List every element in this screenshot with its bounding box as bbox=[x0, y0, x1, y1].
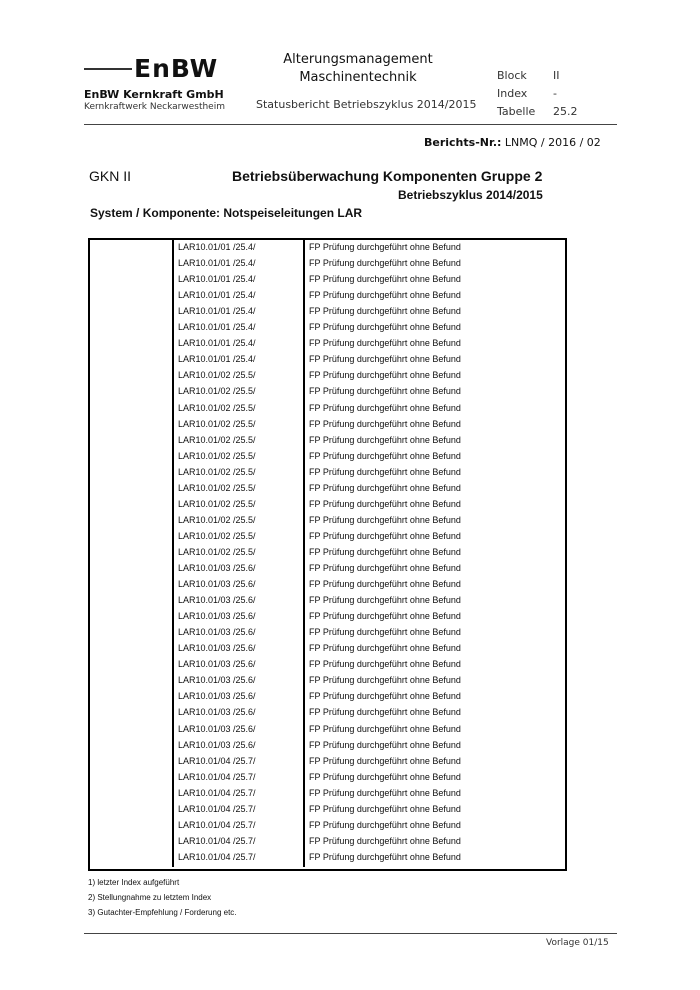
component-id-cell: LAR10.01/02 /25.5/ bbox=[178, 402, 256, 413]
table-row bbox=[0, 656, 700, 672]
inspection-result-cell: FP Prüfung durchgeführt ohne Befund bbox=[309, 546, 461, 557]
component-id-cell: LAR10.01/04 /25.7/ bbox=[178, 755, 256, 766]
inspection-result-cell: FP Prüfung durchgeführt ohne Befund bbox=[309, 563, 461, 573]
inspection-result-cell: FP Prüfung durchgeführt ohne Befund bbox=[309, 418, 461, 429]
component-id-cell: LAR10.01/03 /25.6/ bbox=[178, 627, 256, 638]
component-id-cell: LAR10.01/02 /25.5/ bbox=[178, 418, 256, 429]
table-row bbox=[0, 688, 700, 704]
table-row bbox=[0, 704, 700, 720]
table-row bbox=[0, 319, 700, 335]
component-id-cell: LAR10.01/02 /25.5/ bbox=[178, 482, 256, 493]
component-id-cell: LAR10.01/03 /25.6/ bbox=[178, 739, 256, 750]
meta-value-block: II bbox=[553, 69, 560, 82]
table-row bbox=[0, 672, 700, 688]
component-id-cell: LAR10.01/01 /25.4/ bbox=[178, 322, 256, 333]
component-id-cell: LAR10.01/02 /25.5/ bbox=[178, 450, 256, 461]
component-id-cell: LAR10.01/01 /25.4/ bbox=[178, 290, 256, 301]
inspection-result-cell: FP Prüfung durchgeführt ohne Befund bbox=[309, 835, 461, 846]
table-row bbox=[0, 817, 700, 833]
enbw-logo: EnBW bbox=[134, 54, 219, 83]
component-id-cell: LAR10.01/03 /25.6/ bbox=[178, 691, 256, 702]
meta-value-index: - bbox=[553, 87, 557, 100]
inspection-result-cell: FP Prüfung durchgeführt ohne Befund bbox=[309, 450, 461, 461]
component-id-cell: LAR10.01/01 /25.4/ bbox=[178, 242, 256, 252]
table-row bbox=[0, 287, 700, 303]
component-id-cell: LAR10.01/03 /25.6/ bbox=[178, 579, 256, 590]
table-row bbox=[0, 255, 700, 271]
component-id-cell: LAR10.01/03 /25.6/ bbox=[178, 659, 256, 670]
meta-label-block: Block bbox=[497, 69, 527, 82]
component-id-cell: LAR10.01/01 /25.4/ bbox=[178, 338, 256, 349]
table-row bbox=[0, 367, 700, 383]
component-id-cell: LAR10.01/02 /25.5/ bbox=[178, 466, 256, 477]
table-row bbox=[0, 560, 700, 576]
table-row bbox=[0, 608, 700, 624]
inspection-result-cell: FP Prüfung durchgeführt ohne Befund bbox=[309, 466, 461, 477]
table-row bbox=[0, 801, 700, 817]
component-id-cell: LAR10.01/03 /25.6/ bbox=[178, 595, 256, 606]
inspection-result-cell: FP Prüfung durchgeführt ohne Befund bbox=[309, 402, 461, 413]
document-title-line1: Alterungsmanagement bbox=[283, 52, 433, 67]
inspection-result-cell: FP Prüfung durchgeführt ohne Befund bbox=[309, 691, 461, 702]
footnote-2: 2) Stellungnahme zu letztem Index bbox=[88, 893, 212, 902]
unit-label: GKN II bbox=[89, 168, 132, 184]
inspection-result-cell: FP Prüfung durchgeführt ohne Befund bbox=[309, 274, 461, 285]
component-id-cell: LAR10.01/03 /25.6/ bbox=[178, 563, 256, 573]
inspection-result-cell: FP Prüfung durchgeführt ohne Befund bbox=[309, 242, 461, 252]
document-title-line2: Maschinentechnik bbox=[299, 70, 417, 85]
component-id-cell: LAR10.01/04 /25.7/ bbox=[178, 771, 256, 782]
component-id-cell: LAR10.01/02 /25.5/ bbox=[178, 514, 256, 525]
inspection-result-cell: FP Prüfung durchgeführt ohne Befund bbox=[309, 306, 461, 317]
inspection-result-cell: FP Prüfung durchgeführt ohne Befund bbox=[309, 370, 461, 381]
component-id-cell: LAR10.01/02 /25.5/ bbox=[178, 546, 256, 557]
inspection-result-cell: FP Prüfung durchgeführt ohne Befund bbox=[309, 675, 461, 686]
inspection-result-cell: FP Prüfung durchgeführt ohne Befund bbox=[309, 338, 461, 349]
footnote-1: 1) letzter Index aufgeführt bbox=[88, 878, 180, 887]
inspection-result-cell: FP Prüfung durchgeführt ohne Befund bbox=[309, 482, 461, 493]
table-row bbox=[0, 432, 700, 448]
component-id-cell: LAR10.01/04 /25.7/ bbox=[178, 819, 256, 830]
meta-label-tabelle: Tabelle bbox=[497, 105, 536, 118]
inspection-result-cell: FP Prüfung durchgeführt ohne Befund bbox=[309, 771, 461, 782]
inspection-result-cell: FP Prüfung durchgeführt ohne Befund bbox=[309, 258, 461, 269]
component-id-cell: LAR10.01/03 /25.6/ bbox=[178, 707, 256, 718]
table-row bbox=[0, 624, 700, 640]
table-row bbox=[0, 785, 700, 801]
company-name: EnBW Kernkraft GmbH bbox=[84, 88, 224, 101]
component-id-cell: LAR10.01/01 /25.4/ bbox=[178, 274, 256, 285]
template-version: Vorlage 01/15 bbox=[546, 938, 609, 948]
table-row bbox=[0, 512, 700, 528]
table-row bbox=[0, 721, 700, 737]
table-row bbox=[0, 416, 700, 432]
inspection-result-cell: FP Prüfung durchgeführt ohne Befund bbox=[309, 386, 461, 397]
component-id-cell: LAR10.01/04 /25.7/ bbox=[178, 851, 256, 862]
inspection-result-cell: FP Prüfung durchgeführt ohne Befund bbox=[309, 354, 461, 365]
section-title: Betriebsüberwachung Komponenten Gruppe 2 bbox=[232, 168, 543, 184]
inspection-result-cell: FP Prüfung durchgeführt ohne Befund bbox=[309, 803, 461, 814]
table-row bbox=[0, 544, 700, 560]
component-id-cell: LAR10.01/03 /25.6/ bbox=[178, 611, 256, 622]
inspection-result-cell: FP Prüfung durchgeführt ohne Befund bbox=[309, 739, 461, 750]
inspection-result-cell: FP Prüfung durchgeführt ohne Befund bbox=[309, 707, 461, 718]
table-row bbox=[0, 239, 700, 255]
table-row bbox=[0, 383, 700, 399]
operating-cycle: Betriebszyklus 2014/2015 bbox=[398, 188, 543, 202]
component-id-cell: LAR10.01/02 /25.5/ bbox=[178, 530, 256, 541]
inspection-result-cell: FP Prüfung durchgeführt ohne Befund bbox=[309, 579, 461, 590]
inspection-result-cell: FP Prüfung durchgeführt ohne Befund bbox=[309, 514, 461, 525]
inspection-result-cell: FP Prüfung durchgeführt ohne Befund bbox=[309, 627, 461, 638]
component-id-cell: LAR10.01/04 /25.7/ bbox=[178, 787, 256, 798]
inspection-result-cell: FP Prüfung durchgeführt ohne Befund bbox=[309, 819, 461, 830]
table-row bbox=[0, 592, 700, 608]
inspection-result-cell: FP Prüfung durchgeführt ohne Befund bbox=[309, 498, 461, 509]
inspection-result-cell: FP Prüfung durchgeführt ohne Befund bbox=[309, 787, 461, 798]
table-row bbox=[0, 303, 700, 319]
table-row bbox=[0, 769, 700, 785]
component-id-cell: LAR10.01/03 /25.6/ bbox=[178, 723, 256, 734]
table-row bbox=[0, 448, 700, 464]
inspection-result-cell: FP Prüfung durchgeführt ohne Befund bbox=[309, 755, 461, 766]
table-row bbox=[0, 737, 700, 753]
report-number-label: Berichts-Nr.: bbox=[424, 136, 502, 149]
report-number-value: LNMQ / 2016 / 02 bbox=[504, 136, 601, 149]
table-row bbox=[0, 496, 700, 512]
footnote-3: 3) Gutachter-Empfehlung / Forderung etc. bbox=[88, 908, 237, 917]
table-row bbox=[0, 400, 700, 416]
inspection-result-cell: FP Prüfung durchgeführt ohne Befund bbox=[309, 595, 461, 606]
component-id-cell: LAR10.01/02 /25.5/ bbox=[178, 498, 256, 509]
table-row bbox=[0, 351, 700, 367]
report-number bbox=[424, 136, 601, 149]
inspection-result-cell: FP Prüfung durchgeführt ohne Befund bbox=[309, 434, 461, 445]
inspection-result-cell: FP Prüfung durchgeführt ohne Befund bbox=[309, 322, 461, 333]
component-id-cell: LAR10.01/04 /25.7/ bbox=[178, 803, 256, 814]
logo-line bbox=[84, 68, 132, 70]
table-row bbox=[0, 640, 700, 656]
inspection-result-cell: FP Prüfung durchgeführt ohne Befund bbox=[309, 611, 461, 622]
table-row bbox=[0, 464, 700, 480]
component-id-cell: LAR10.01/01 /25.4/ bbox=[178, 258, 256, 269]
component-id-cell: LAR10.01/01 /25.4/ bbox=[178, 306, 256, 317]
component-id-cell: LAR10.01/03 /25.6/ bbox=[178, 675, 256, 686]
table-row bbox=[0, 849, 700, 865]
inspection-result-cell: FP Prüfung durchgeführt ohne Befund bbox=[309, 530, 461, 541]
table-row bbox=[0, 576, 700, 592]
footer-divider bbox=[84, 933, 617, 934]
status-report-label: Statusbericht Betriebszyklus 2014/2015 bbox=[256, 98, 477, 111]
table-row bbox=[0, 528, 700, 544]
inspection-result-cell: FP Prüfung durchgeführt ohne Befund bbox=[309, 659, 461, 670]
component-id-cell: LAR10.01/02 /25.5/ bbox=[178, 386, 256, 397]
table-row bbox=[0, 753, 700, 769]
table-row bbox=[0, 480, 700, 496]
meta-label-index: Index bbox=[497, 87, 528, 100]
system-component-label: System / Komponente: Notspeiseleitungen LAR bbox=[90, 206, 363, 220]
inspection-result-cell: FP Prüfung durchgeführt ohne Befund bbox=[309, 723, 461, 734]
inspection-result-cell: FP Prüfung durchgeführt ohne Befund bbox=[309, 643, 461, 654]
inspection-result-cell: FP Prüfung durchgeführt ohne Befund bbox=[309, 290, 461, 301]
component-id-cell: LAR10.01/02 /25.5/ bbox=[178, 370, 256, 381]
component-id-cell: LAR10.01/04 /25.7/ bbox=[178, 835, 256, 846]
header-divider bbox=[84, 124, 617, 125]
table-row bbox=[0, 271, 700, 287]
table-row bbox=[0, 833, 700, 849]
plant-name: Kernkraftwerk Neckarwestheim bbox=[84, 102, 225, 112]
inspection-result-cell: FP Prüfung durchgeführt ohne Befund bbox=[309, 851, 461, 862]
component-id-cell: LAR10.01/03 /25.6/ bbox=[178, 643, 256, 654]
component-id-cell: LAR10.01/02 /25.5/ bbox=[178, 434, 256, 445]
component-id-cell: LAR10.01/01 /25.4/ bbox=[178, 354, 256, 365]
table-row bbox=[0, 335, 700, 351]
meta-value-tabelle: 25.2 bbox=[553, 105, 578, 118]
